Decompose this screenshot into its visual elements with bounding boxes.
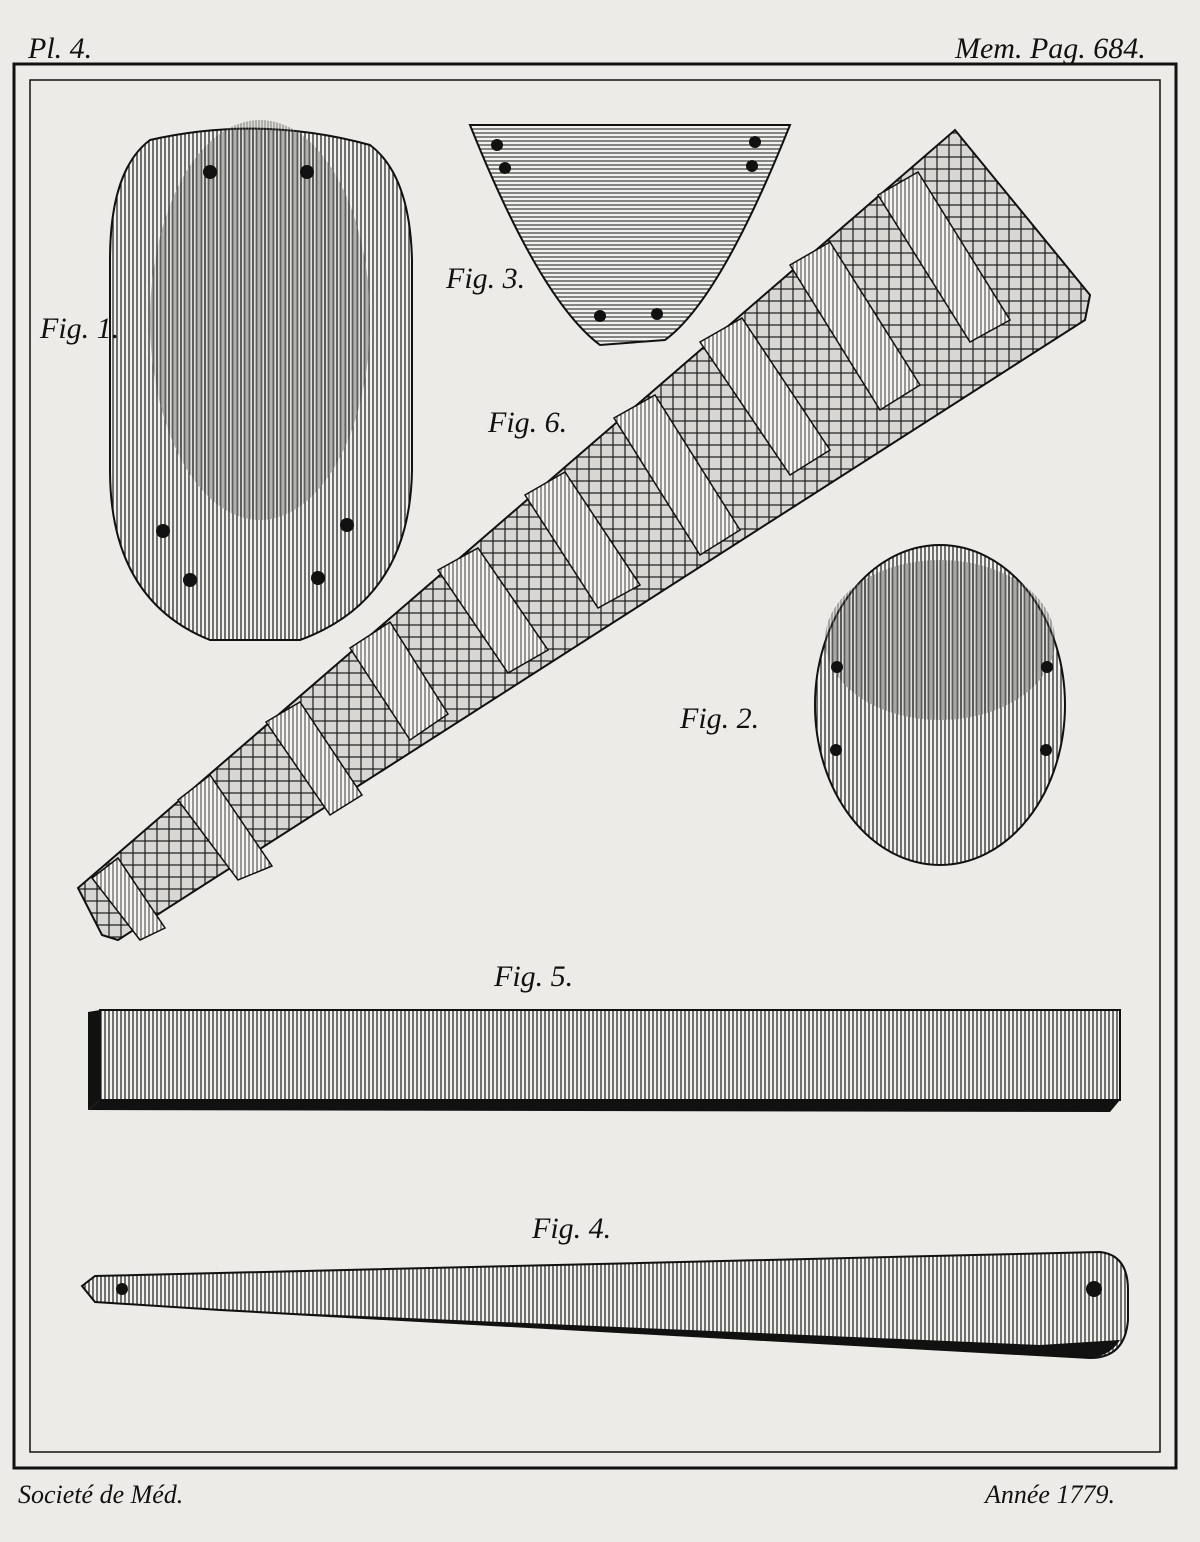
figure-3-splint (470, 125, 790, 345)
fig-2-label: Fig. 2. (680, 702, 760, 735)
fig-3-label: Fig. 3. (446, 262, 526, 295)
year-credit: Année 1779. (985, 1480, 1115, 1509)
society-credit: Societé de Méd. (18, 1480, 184, 1509)
figure-4-strip (82, 1252, 1128, 1358)
fig-1-label: Fig. 1. (40, 312, 120, 345)
figure-5-bar (88, 1010, 1120, 1112)
fig-6-label: Fig. 6. (488, 406, 568, 439)
page-reference: Mem. Pag. 684. (955, 32, 1146, 65)
figure-1-splint (110, 120, 412, 640)
fig-5-label: Fig. 5. (494, 960, 574, 993)
figure-2-splint (815, 545, 1065, 865)
plate-number: Pl. 4. (28, 32, 93, 65)
fig-4-label: Fig. 4. (532, 1212, 612, 1245)
